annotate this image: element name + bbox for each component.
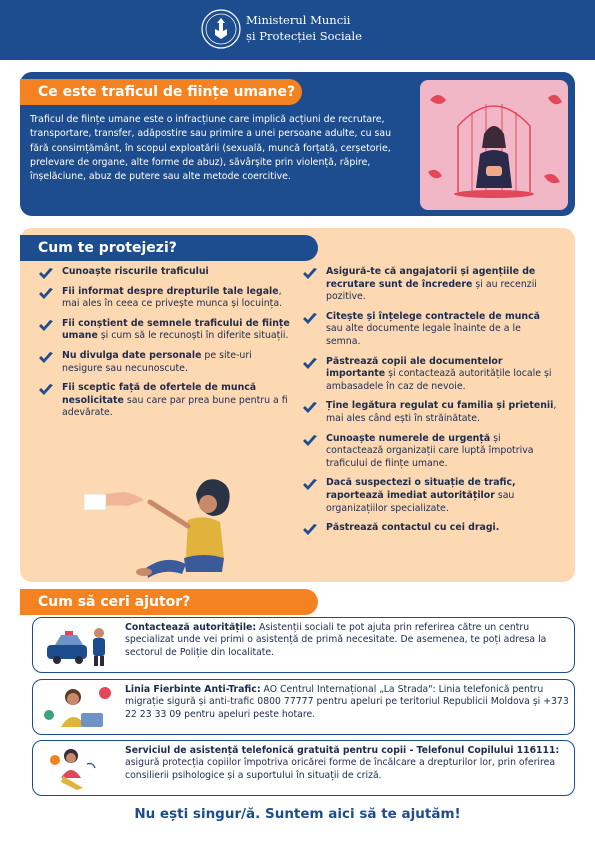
check-icon [38,267,54,281]
protection-item: Păstrează copii ale documentelor importante și contactează autoritățile locale și ambasadele în caz de nevoie. [302,356,557,394]
protection-item: Ține legătura regulat cu familia și prietenii, mai ales când ești în străinătate. [302,400,557,425]
help-text-child-line: Serviciul de asistență telefonică gratuită pentru copii - Telefonul Copilului 116111: asigură protecția copiilor împotriva oricărei forme de încălcare a drepturilor lor, prin oferirea consilierii psihologice și a suportului în situații de criză. [125,745,560,781]
protection-title: Cum te protejezi? [20,235,318,261]
protection-item: Dacă suspectezi o situație de trafic, raportează imediat autorităților sau organizațiilor specializate. [302,477,557,515]
helping-hand-illustration [84,472,254,582]
check-icon [302,357,318,371]
protection-item: Fii conștient de semnele traficului de ființe umane și cum să le recunoști în diferite situații. [38,318,293,343]
check-icon [302,523,318,537]
check-icon [38,319,54,333]
ministry-line1: Ministerul Muncii [246,13,351,27]
protection-item: Fii informat despre drepturile tale legale, mai ales în ceea ce privește munca și locuința. [38,286,293,311]
protection-item: Cunoaște riscurile traficului [38,266,293,279]
protection-item: Fii sceptic față de ofertele de muncă nesolicitate sau care par prea bune pentru a fi adevărate. [38,382,293,420]
protection-item: Păstrează contactul cu cei dragi. [302,522,557,535]
slogan: Nu ești singur/ă. Suntem aici să te ajutăm! [134,806,461,822]
check-icon [38,351,54,365]
check-icon [302,401,318,415]
police-car-icon [43,623,113,668]
protection-item: Nu divulga date personale pe site-uri nesigure sau necunoscute. [38,350,293,375]
protection-item: Citește și înțelege contractele de muncă sau alte documente legale înainte de a le semna. [302,311,557,349]
protection-list-left [38,266,293,427]
caged-woman-illustration [420,80,568,210]
help-text-authorities: Contactează autoritățile: Asistenții sociali te pot ajuta prin referirea către un centru specializat unde vei primi o asistență de primă necesitate. De asemenea, te poți adresa la sectorul de Poliție din localitate. [125,622,547,658]
definition-title: Ce este traficul de ființe umane? [20,79,302,105]
check-icon [302,312,318,326]
help-item-authorities [32,617,575,673]
ministry-name [246,12,362,44]
help-text-hotline: Linia Fierbinte Anti-Trafic: AO Centrul Internațional „La Strada": Linia telefonică pentru migrație sigură și anti-trafic 0800 77777 pentru apeluri pe teritoriul Republicii Moldova și +373 22 23 33 09 pentru apeluri peste hotare. [125,684,569,720]
check-icon [302,434,318,448]
check-icon [38,287,54,301]
help-title: Cum să ceri ajutor? [20,589,318,615]
help-item-child-line [32,740,575,796]
protection-item: Cunoaște numerele de urgență și contactează organizații care luptă împotriva traficului de ființe umane. [302,433,557,471]
protection-item: Asigură-te că angajatorii și agențiile de recrutare sunt de încredere și au recenzii pozitive. [302,266,557,304]
definition-text: Traficul de ființe umane este o infracțiune care implică acțiuni de recrutare, transportare, transfer, adăpostire sau primire a unei persoane adulte, cu sau fără consimțământ, în scopul exploatării (sexuală, muncă forțată, cerșetorie, prelevare de organe, alte forme de abuz), săvârșite prin violență, răpire, înșelăciune, abuz de putere sau alte metode coercitive. [30,114,392,183]
page-header [0,0,595,60]
check-icon [38,383,54,397]
ministry-seal-icon [201,9,241,49]
help-item-hotline [32,679,575,735]
check-icon [302,478,318,492]
ministry-line2: și Protecției Sociale [246,29,362,43]
hotline-operator-icon [43,685,113,730]
child-phone-icon [43,746,113,791]
check-icon [302,267,318,281]
protection-list-right [302,266,557,542]
